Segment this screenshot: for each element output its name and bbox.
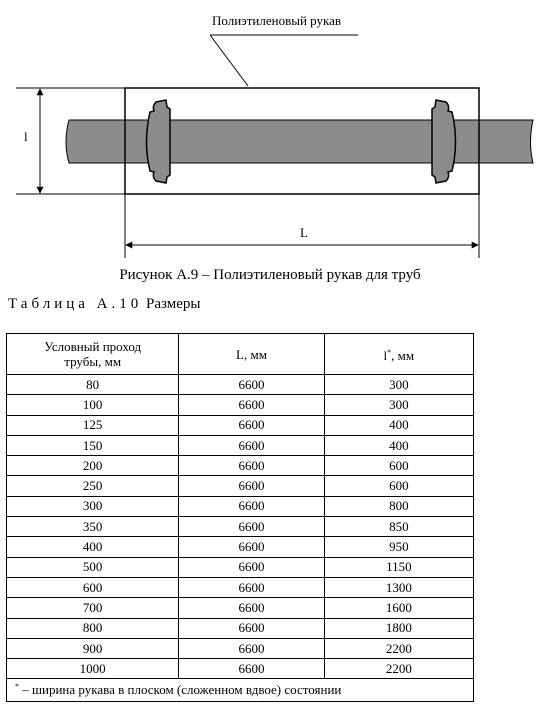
cell-width: 800 [324, 496, 473, 516]
cell-width: 1800 [324, 618, 473, 638]
cell-width: 1600 [324, 598, 473, 618]
table-row [7, 456, 474, 476]
cell-nominal-bore: 100 [7, 395, 179, 415]
cell-length: 6600 [179, 618, 324, 638]
cell-width: 1150 [324, 557, 473, 577]
cell-length: 6600 [179, 638, 324, 658]
cell-width: 1300 [324, 577, 473, 597]
cell-nominal-bore: 800 [7, 618, 179, 638]
table-row [7, 415, 474, 435]
dim-height-label: l [24, 129, 28, 144]
cell-nominal-bore: 250 [7, 476, 179, 496]
cell-length: 6600 [179, 435, 324, 455]
footnote-row [7, 679, 474, 702]
cell-width: 600 [324, 456, 473, 476]
table-row [7, 395, 474, 415]
cell-length: 6600 [179, 476, 324, 496]
cell-length: 6600 [179, 496, 324, 516]
table-header-row [7, 334, 474, 375]
figure-caption: Рисунок А.9 – Полиэтиленовый рукав для труб [119, 267, 421, 283]
right-clamp [432, 100, 456, 183]
table-row [7, 618, 474, 638]
table-row [7, 476, 474, 496]
cell-nominal-bore: 900 [7, 638, 179, 658]
cell-nominal-bore: 600 [7, 577, 179, 597]
cell-nominal-bore: 1000 [7, 659, 179, 679]
table-row [7, 577, 474, 597]
table-row [7, 659, 474, 679]
cell-width: 600 [324, 476, 473, 496]
cell-width: 300 [324, 375, 473, 395]
dimensions-table [6, 333, 474, 702]
pipe-sleeve-drawing [0, 0, 540, 262]
footnote-mark: * [15, 682, 19, 692]
cell-length: 6600 [179, 517, 324, 537]
cell-length: 6600 [179, 659, 324, 679]
table-row [7, 435, 474, 455]
cell-width: 950 [324, 537, 473, 557]
pipe-right-end [479, 120, 533, 163]
table-row [7, 537, 474, 557]
cell-length: 6600 [179, 415, 324, 435]
dim-length-label: L [300, 225, 308, 240]
table-title [8, 296, 200, 313]
pipe-middle [125, 120, 480, 163]
cell-width: 300 [324, 395, 473, 415]
cell-length: 6600 [179, 395, 324, 415]
footnote [7, 679, 474, 702]
header-length: L, мм [179, 334, 324, 375]
cell-length: 6600 [179, 577, 324, 597]
cell-length: 6600 [179, 375, 324, 395]
header-width: l*, мм [324, 334, 473, 375]
cell-width: 2200 [324, 659, 473, 679]
cell-nominal-bore: 400 [7, 537, 179, 557]
table-row [7, 496, 474, 516]
header-nominal-bore: Условный проход трубы, мм [7, 334, 179, 375]
cell-length: 6600 [179, 537, 324, 557]
cell-nominal-bore: 80 [7, 375, 179, 395]
cell-length: 6600 [179, 598, 324, 618]
table-row [7, 638, 474, 658]
header-footnote-mark: * [387, 348, 392, 357]
cell-nominal-bore: 300 [7, 496, 179, 516]
cell-width: 850 [324, 517, 473, 537]
cell-nominal-bore: 700 [7, 598, 179, 618]
left-clamp [147, 100, 171, 183]
pipe-left-end [66, 120, 126, 163]
cell-width: 400 [324, 415, 473, 435]
cell-nominal-bore: 200 [7, 456, 179, 476]
cell-nominal-bore: 350 [7, 517, 179, 537]
table-row [7, 598, 474, 618]
cell-nominal-bore: 125 [7, 415, 179, 435]
cell-length: 6600 [179, 557, 324, 577]
table-row [7, 517, 474, 537]
footnote-text: – ширина рукава в плоском (сложенном вдвое) состоянии [19, 682, 342, 698]
table-number: Таблица А.10 [8, 296, 143, 312]
callout-label: Полиэтиленовый рукав [212, 13, 342, 28]
cell-nominal-bore: 500 [7, 557, 179, 577]
cell-nominal-bore: 150 [7, 435, 179, 455]
table-row [7, 557, 474, 577]
cell-width: 400 [324, 435, 473, 455]
table-row [7, 375, 474, 395]
cell-width: 2200 [324, 638, 473, 658]
callout-leader [210, 35, 248, 86]
table-name: Размеры [146, 296, 201, 312]
cell-length: 6600 [179, 456, 324, 476]
